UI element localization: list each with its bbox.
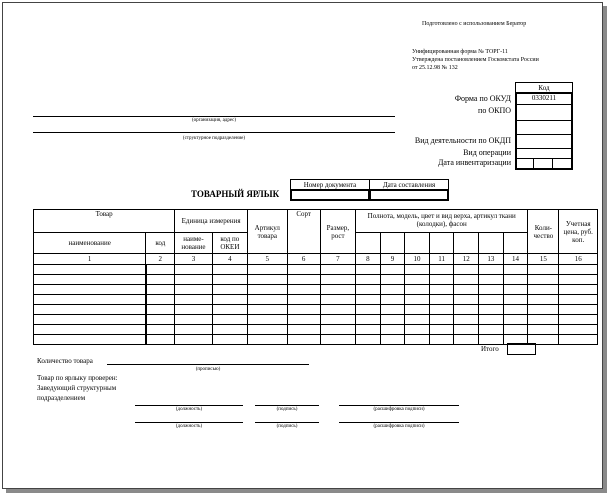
col-num: 13: [479, 254, 504, 265]
col-num: 12: [454, 254, 479, 265]
table-cell: [503, 285, 528, 295]
col-num: 2: [146, 254, 175, 265]
table-cell: [429, 335, 454, 345]
table-cell: [429, 295, 454, 305]
col-num: 16: [559, 254, 598, 265]
col-num: 10: [405, 254, 430, 265]
prepared-note: Подготовлено с использованием Бератор: [422, 21, 527, 27]
doc-number-label: Номер документа: [290, 179, 370, 190]
table-cell: [503, 295, 528, 305]
table-cell: [212, 305, 247, 315]
table-cell: [287, 305, 320, 315]
table-cell: [503, 275, 528, 285]
table-cell: [287, 315, 320, 325]
table-cell: [175, 275, 212, 285]
table-cell: [380, 315, 405, 325]
qty-label: Количество товара: [37, 357, 93, 365]
table-cell: [34, 295, 146, 305]
table-cell: [356, 275, 381, 285]
table-cell: [34, 335, 146, 345]
col-size-header: Размер, рост: [320, 210, 355, 254]
table-cell: [34, 285, 146, 295]
table-cell: [212, 265, 247, 275]
col-num: 11: [429, 254, 454, 265]
table-cell: [356, 315, 381, 325]
position-caption-2: (должность): [175, 424, 203, 429]
col-unit-code-header: код по ОКЕИ: [212, 233, 247, 254]
col-goods-code-header: код: [146, 233, 175, 254]
table-cell: [356, 325, 381, 335]
table-cell: [356, 265, 381, 275]
table-cell: [559, 325, 598, 335]
table-cell: [479, 315, 504, 325]
col-article-header: Артикул товара: [248, 210, 288, 254]
organization-caption: (организация, адрес): [191, 118, 237, 123]
col-num: 5: [248, 254, 288, 265]
table-cell: [429, 305, 454, 315]
form-line-1: Унифицированная форма № ТОРГ-11: [412, 49, 508, 55]
table-cell: [429, 265, 454, 275]
decode-caption-2: (расшифровка подписи): [373, 424, 425, 429]
table-cell: [380, 275, 405, 285]
doc-number-value: [290, 189, 370, 201]
table-cell: [287, 265, 320, 275]
table-row: [34, 325, 598, 335]
table-cell: [454, 285, 479, 295]
col-full-header: Полнота, модель, цвет и вид верха, артикул ткани (колодки), фасон: [356, 210, 528, 233]
table-row: [34, 295, 598, 305]
table-cell: [528, 275, 559, 285]
table-cell: [320, 325, 355, 335]
code-row-line: [515, 120, 573, 121]
col-full-sub: [503, 233, 528, 254]
col-num: 4: [212, 254, 247, 265]
table-cell: [479, 325, 504, 335]
col-num: 14: [503, 254, 528, 265]
table-cell: [248, 285, 288, 295]
table-cell: [175, 295, 212, 305]
code-row-line: [515, 158, 573, 159]
table-cell: [212, 335, 247, 345]
table-cell: [146, 295, 175, 305]
table-cell: [454, 275, 479, 285]
col-full-sub: [429, 233, 454, 254]
table-cell: [248, 325, 288, 335]
code-row-line: [515, 104, 573, 105]
table-cell: [320, 275, 355, 285]
table-cell: [146, 265, 175, 275]
table-cell: [356, 305, 381, 315]
table-cell: [34, 305, 146, 315]
table-cell: [429, 315, 454, 325]
table-cell: [248, 315, 288, 325]
code-row-line: [515, 134, 573, 135]
col-goods-name-header: наименование: [34, 233, 146, 254]
goods-table: [33, 209, 598, 345]
okud-value: 0330211: [531, 94, 557, 102]
table-cell: [34, 275, 146, 285]
table-cell: [175, 265, 212, 275]
table-cell: [405, 275, 430, 285]
table-cell: [405, 295, 430, 305]
code-date-divider: [552, 158, 553, 170]
total-label: Итого: [481, 345, 499, 353]
col-num: 9: [380, 254, 405, 265]
code-date-divider: [533, 158, 534, 170]
doc-date-label: Дата составления: [369, 179, 449, 190]
table-cell: [479, 335, 504, 345]
table-cell: [454, 335, 479, 345]
table-cell: [212, 325, 247, 335]
table-cell: [429, 285, 454, 295]
table-row: [34, 265, 598, 275]
qty-line: [107, 364, 309, 365]
table-cell: [287, 325, 320, 335]
table-cell: [454, 265, 479, 275]
sign-line-2: [255, 422, 319, 423]
table-cell: [287, 275, 320, 285]
table-cell: [380, 335, 405, 345]
table-cell: [454, 325, 479, 335]
organization-line: [33, 116, 395, 117]
table-cell: [405, 335, 430, 345]
table-cell: [287, 335, 320, 345]
table-cell: [479, 285, 504, 295]
position-caption-1: (должность): [175, 407, 203, 412]
table-cell: [405, 265, 430, 275]
col-sort-header: Сорт: [287, 210, 320, 254]
okdp-label: Вид деятельности по ОКДП: [414, 136, 511, 145]
table-cell: [212, 275, 247, 285]
table-cell: [528, 265, 559, 275]
col-num: 3: [175, 254, 212, 265]
table-cell: [175, 285, 212, 295]
table-row: [34, 285, 598, 295]
table-cell: [559, 275, 598, 285]
sign-line: [255, 405, 319, 406]
document-title: ТОВАРНЫЙ ЯРЛЫК: [191, 189, 280, 199]
table-cell: [559, 305, 598, 315]
table-cell: [528, 285, 559, 295]
table-cell: [405, 325, 430, 335]
checked-label: Товар по ярлыку проверен:: [37, 374, 118, 382]
table-row: [34, 305, 598, 315]
table-cell: [380, 265, 405, 275]
table-cell: [320, 315, 355, 325]
unit-line: [33, 132, 395, 133]
table-row: [34, 315, 598, 325]
table-cell: [248, 275, 288, 285]
table-cell: [320, 335, 355, 345]
table-cell: [503, 305, 528, 315]
col-num: 1: [34, 254, 146, 265]
document-page: [2, 2, 603, 489]
table-cell: [559, 335, 598, 345]
table-cell: [146, 275, 175, 285]
decode-caption-1: (расшифровка подписи): [373, 407, 425, 412]
code-row-line: [515, 148, 573, 149]
table-cell: [405, 315, 430, 325]
total-box: [507, 343, 536, 355]
col-unit-name-header: наиме-нование: [175, 233, 212, 254]
table-cell: [405, 305, 430, 315]
table-cell: [559, 295, 598, 305]
table-cell: [287, 295, 320, 305]
table-cell: [559, 285, 598, 295]
unit-caption: (структурное подразделение): [182, 136, 246, 141]
table-cell: [175, 325, 212, 335]
table-cell: [248, 335, 288, 345]
table-cell: [320, 265, 355, 275]
position-line-2: [135, 422, 243, 423]
table-cell: [380, 295, 405, 305]
okpo-label: по ОКПО: [478, 106, 511, 115]
table-cell: [34, 325, 146, 335]
table-cell: [320, 305, 355, 315]
table-cell: [479, 265, 504, 275]
table-row: [34, 275, 598, 285]
table-cell: [380, 305, 405, 315]
table-cell: [380, 325, 405, 335]
inventory-label: Дата инвентаризации: [437, 158, 511, 167]
col-full-sub: [479, 233, 504, 254]
table-cell: [212, 295, 247, 305]
table-cell: [503, 265, 528, 275]
table-cell: [146, 285, 175, 295]
table-cell: [528, 305, 559, 315]
table-cell: [356, 285, 381, 295]
decode-line: [339, 405, 459, 406]
table-cell: [503, 315, 528, 325]
table-cell: [175, 335, 212, 345]
table-cell: [405, 285, 430, 295]
table-cell: [528, 295, 559, 305]
doc-date-value: [369, 189, 449, 201]
table-cell: [429, 275, 454, 285]
okud-label: Форма по ОКУД: [454, 94, 511, 103]
operation-label: Вид операции: [463, 148, 511, 157]
table-cell: [454, 315, 479, 325]
table-cell: [212, 315, 247, 325]
table-cell: [380, 285, 405, 295]
table-cell: [175, 315, 212, 325]
table-cell: [559, 315, 598, 325]
table-cell: [479, 305, 504, 315]
col-full-sub: [356, 233, 381, 254]
table-cell: [287, 285, 320, 295]
table-cell: [320, 285, 355, 295]
col-num: 8: [356, 254, 381, 265]
table-cell: [454, 305, 479, 315]
table-cell: [320, 295, 355, 305]
table-cell: [146, 325, 175, 335]
col-unit-header: Единица измерения: [175, 210, 248, 233]
table-cell: [559, 265, 598, 275]
table-cell: [429, 325, 454, 335]
col-num: 6: [287, 254, 320, 265]
col-full-sub: [454, 233, 479, 254]
decode-line-2: [339, 422, 459, 423]
table-cell: [503, 325, 528, 335]
col-price-header: Учетная цена, руб. коп.: [559, 210, 598, 254]
sign-caption-1: (подпись): [276, 407, 298, 412]
table-cell: [146, 315, 175, 325]
table-cell: [356, 335, 381, 345]
table-cell: [248, 305, 288, 315]
table-cell: [212, 285, 247, 295]
sign-caption-2: (подпись): [276, 424, 298, 429]
table-cell: [356, 295, 381, 305]
col-full-sub: [380, 233, 405, 254]
col-num: 7: [320, 254, 355, 265]
head-label-2: подразделением: [37, 394, 86, 402]
form-line-2: Утверждена постановлением Госкомстата России: [412, 57, 539, 63]
table-cell: [248, 265, 288, 275]
table-cell: [34, 315, 146, 325]
table-cell: [454, 295, 479, 305]
table-cell: [528, 315, 559, 325]
head-label-1: Заведующий структурным: [37, 384, 117, 392]
col-full-sub: [405, 233, 430, 254]
column-numbers-row: [34, 254, 598, 265]
code-header: Код: [515, 82, 573, 93]
table-cell: [479, 275, 504, 285]
table-cell: [479, 295, 504, 305]
col-goods-header: Товар: [34, 210, 175, 233]
table-cell: [175, 305, 212, 315]
form-line-3: от 25.12.98 № 132: [412, 65, 458, 71]
qty-caption: (прописью): [195, 367, 221, 372]
position-line: [135, 405, 243, 406]
table-cell: [528, 325, 559, 335]
table-cell: [34, 265, 146, 275]
col-num: 15: [528, 254, 559, 265]
table-cell: [146, 305, 175, 315]
table-cell: [248, 295, 288, 305]
col-qty-header: Коли-чество: [528, 210, 559, 254]
table-cell: [146, 335, 175, 345]
